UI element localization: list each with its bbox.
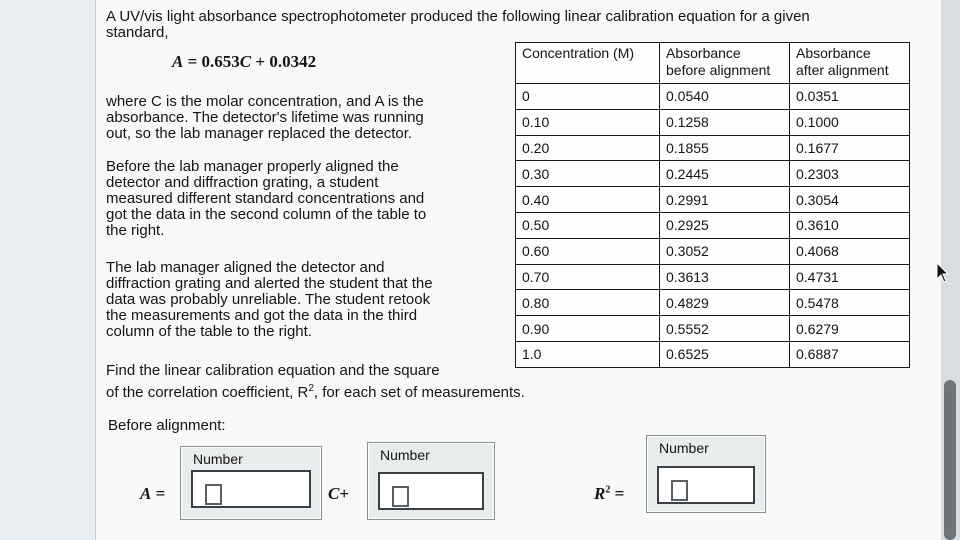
cell-absorbance-before: 0.0540 <box>660 84 790 110</box>
cell-absorbance-before: 0.5552 <box>660 316 790 342</box>
cell-concentration: 0.90 <box>516 316 660 342</box>
cell-concentration: 0.30 <box>516 161 660 187</box>
cell-absorbance-after: 0.6279 <box>790 316 910 342</box>
cell-concentration: 0.20 <box>516 135 660 161</box>
answer-a-label <box>140 484 165 504</box>
paragraph-detector <box>106 94 424 142</box>
cell-absorbance-after: 0.3054 <box>790 187 910 213</box>
header-text: Absorbance <box>796 45 871 61</box>
cell-absorbance-before: 0.4829 <box>660 290 790 316</box>
cell-absorbance-before: 0.2445 <box>660 161 790 187</box>
find-text-end: , for each set of measurements. <box>313 384 525 401</box>
cell-concentration: 0.40 <box>516 187 660 213</box>
cell-absorbance-before: 0.2991 <box>660 187 790 213</box>
cell-absorbance-after: 0.1000 <box>790 109 910 135</box>
paragraph-line: the right. <box>106 222 165 239</box>
cell-absorbance-after: 0.5478 <box>790 290 910 316</box>
data-table <box>515 42 910 368</box>
equation-plus: + <box>255 52 266 71</box>
input-caret-icon <box>392 486 409 507</box>
cell-concentration: 0 <box>516 84 660 110</box>
cell-absorbance-before: 0.2925 <box>660 212 790 238</box>
intercept-box-label: Number <box>380 447 430 463</box>
cell-concentration: 1.0 <box>516 341 660 367</box>
equation-intercept: 0.0342 <box>269 52 317 71</box>
paragraph-line: got the data in the second column of the table to <box>106 206 427 223</box>
table-row <box>516 84 910 110</box>
plus-sign: + <box>339 484 350 503</box>
table-row <box>516 187 910 213</box>
section-label: Before alignment: <box>108 417 226 434</box>
cell-concentration: 0.10 <box>516 109 660 135</box>
r2-answer-box <box>646 435 766 513</box>
paragraph-line: absorbance. The detector's lifetime was running <box>106 109 424 126</box>
cell-concentration: 0.50 <box>516 212 660 238</box>
table-row <box>516 161 910 187</box>
paragraph-line: column of the table to the right. <box>106 323 312 340</box>
paragraph-line: out, so the lab manager replaced the detector. <box>106 125 413 142</box>
cell-absorbance-before: 0.1258 <box>660 109 790 135</box>
r-variable: R <box>594 484 606 503</box>
answer-r2-label <box>594 484 624 504</box>
equation-equals: = <box>187 52 198 71</box>
cell-concentration: 0.70 <box>516 264 660 290</box>
slope-answer-box <box>180 446 322 520</box>
cell-absorbance-after: 0.3610 <box>790 212 910 238</box>
header-absorbance-after <box>790 43 910 84</box>
table-row <box>516 109 910 135</box>
cell-absorbance-before: 0.6525 <box>660 341 790 367</box>
cell-absorbance-after: 0.4731 <box>790 264 910 290</box>
paragraph-after-alignment <box>106 260 433 340</box>
slope-box-label: Number <box>193 451 243 467</box>
paragraph-line: where C is the molar concentration, and A is the <box>106 93 424 110</box>
c-variable: C <box>328 484 340 503</box>
header-text: after alignment <box>796 62 889 78</box>
paragraph-before-alignment <box>106 159 426 239</box>
equation-coefficient: 0.653 <box>201 52 240 71</box>
paragraph-line: diffraction grating and alerted the student that the <box>106 275 433 292</box>
equals-sign: = <box>155 484 166 503</box>
r2-superscript: 2 <box>605 484 611 496</box>
paragraph-line: Before the lab manager properly aligned the <box>106 158 399 175</box>
cell-absorbance-after: 0.2303 <box>790 161 910 187</box>
table-row <box>516 212 910 238</box>
header-concentration: Concentration (M) <box>516 43 660 84</box>
scrollbar-thumb[interactable] <box>944 380 956 540</box>
equation-lhs: A <box>172 52 184 71</box>
equals-sign: = <box>614 484 625 503</box>
intro-line-2: standard, <box>106 24 169 41</box>
cell-absorbance-after: 0.6887 <box>790 341 910 367</box>
paragraph-line: measured different standard concentrations and <box>106 190 425 207</box>
given-equation <box>172 52 316 72</box>
table-row <box>516 264 910 290</box>
find-text: of the correlation coefficient, R <box>106 384 309 401</box>
r2-box-label: Number <box>659 440 709 456</box>
input-caret-icon <box>671 480 688 501</box>
table-header-row <box>516 43 910 84</box>
find-line-2 <box>106 381 525 401</box>
cell-absorbance-before: 0.3052 <box>660 238 790 264</box>
cell-absorbance-after: 0.1677 <box>790 135 910 161</box>
cell-concentration: 0.60 <box>516 238 660 264</box>
table-row <box>516 341 910 367</box>
paragraph-line: The lab manager aligned the detector and <box>106 259 385 276</box>
r-squared-superscript: 2 <box>308 383 314 394</box>
cell-absorbance-after: 0.0351 <box>790 84 910 110</box>
paragraph-line: the measurements and got the data in the third <box>106 307 418 324</box>
table-row <box>516 135 910 161</box>
input-caret-icon <box>205 484 222 505</box>
cell-absorbance-after: 0.4068 <box>790 238 910 264</box>
answer-c-label <box>328 484 349 504</box>
cell-concentration: 0.80 <box>516 290 660 316</box>
equation-variable: C <box>239 52 252 71</box>
find-line-1: Find the linear calibration equation and the square <box>106 362 440 379</box>
cell-absorbance-before: 0.3613 <box>660 264 790 290</box>
mouse-cursor-icon <box>936 262 950 284</box>
paragraph-line: detector and diffraction grating, a student <box>106 174 379 191</box>
paragraph-line: data was probably unreliable. The student retook <box>106 291 431 308</box>
a-variable: A <box>140 484 152 503</box>
table-row <box>516 316 910 342</box>
intro-line-1: A UV/vis light absorbance spectrophotometer produced the following linear calibration equation for a given <box>106 8 810 25</box>
header-absorbance-before <box>660 43 790 84</box>
header-text: before alignment <box>666 62 771 78</box>
intercept-answer-box <box>367 442 495 520</box>
header-text: Absorbance <box>666 45 741 61</box>
table-row <box>516 290 910 316</box>
table-row <box>516 238 910 264</box>
cell-absorbance-before: 0.1855 <box>660 135 790 161</box>
